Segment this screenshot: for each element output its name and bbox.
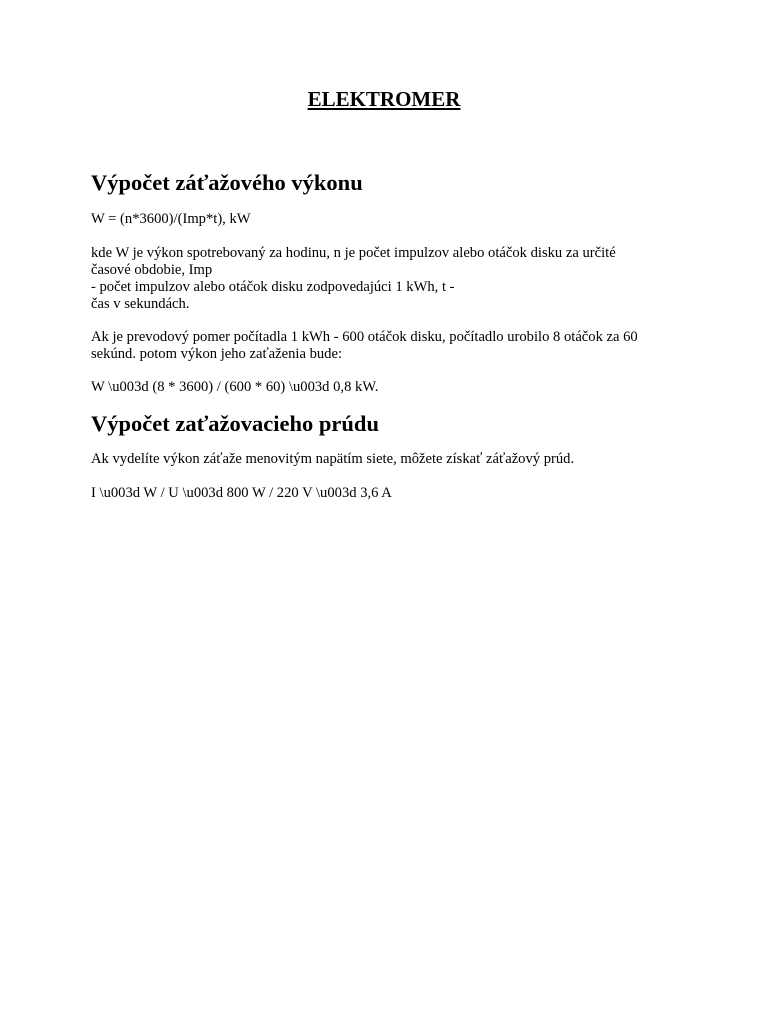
power-calculation: W \u003d (8 * 3600) / (600 * 60) \u003d 0,8 kW. xyxy=(91,379,379,395)
power-formula: W = (n*3600)/(Imp*t), kW xyxy=(91,211,251,227)
document-body xyxy=(91,169,691,502)
document-title: ELEKTROMER xyxy=(307,87,461,111)
example-paragraph xyxy=(91,329,691,363)
description-line: čas v sekundách. xyxy=(91,296,190,312)
current-calculation: I \u003d W / U \u003d 800 W / 220 V \u003d 3,6 A xyxy=(91,485,392,501)
description-line: kde W je výkon spotrebovaný za hodinu, n je počet impulzov alebo otáčok disku za určité xyxy=(91,245,616,261)
example-line: sekúnd. potom výkon jeho zaťaženia bude: xyxy=(91,346,343,362)
formula-description xyxy=(91,245,691,313)
example-line: Ak je prevodový pomer počítadla 1 kWh - 600 otáčok disku, počítadlo urobilo 8 otáčok za 60 xyxy=(91,329,638,345)
description-line: - počet impulzov alebo otáčok disku zodpovedajúci 1 kWh, t - xyxy=(91,279,455,295)
description-line: časové obdobie, Imp xyxy=(91,262,213,278)
section-heading-power: Výpočet záťažového výkonu xyxy=(91,170,363,195)
section-heading-current: Výpočet zaťažovacieho prúdu xyxy=(91,411,379,436)
current-description: Ak vydelíte výkon záťaže menovitým napätím siete, môžete získať záťažový prúd. xyxy=(91,451,575,467)
